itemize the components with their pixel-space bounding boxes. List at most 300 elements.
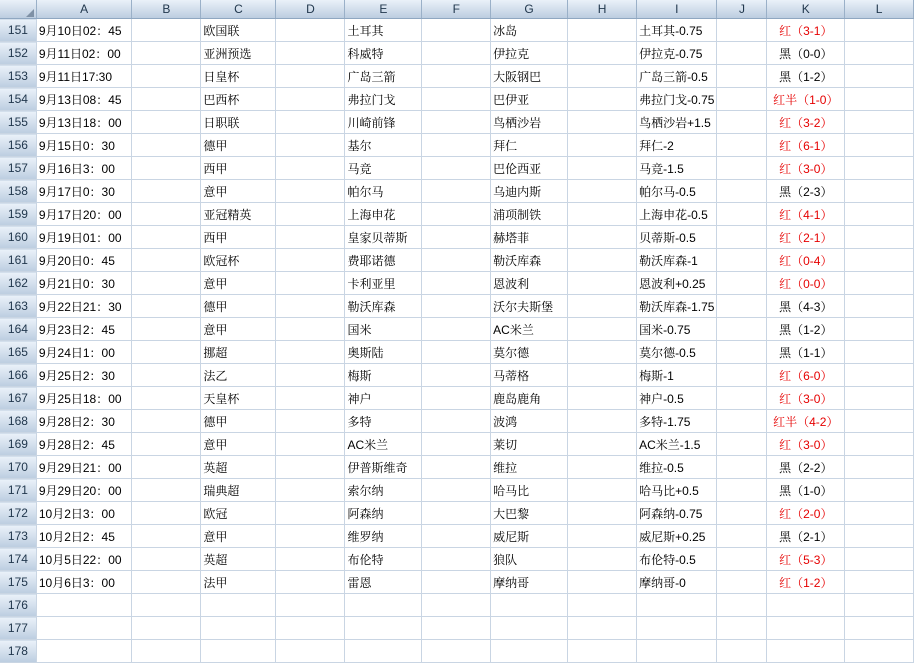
row-header[interactable]: 164 <box>0 318 36 341</box>
cell-j[interactable] <box>717 134 767 157</box>
cell-l[interactable] <box>845 318 914 341</box>
cell-j[interactable] <box>717 226 767 249</box>
cell-f[interactable] <box>422 134 491 157</box>
cell-h[interactable] <box>568 134 637 157</box>
cell-date[interactable]: 9月22日21：30 <box>36 295 132 318</box>
cell-result[interactable]: 红（1-2） <box>767 571 845 594</box>
cell-home-team[interactable]: 维罗纳 <box>345 525 422 548</box>
cell-l[interactable] <box>845 111 914 134</box>
table-row[interactable] <box>0 640 914 663</box>
cell-league[interactable]: 意甲 <box>201 318 276 341</box>
cell-league[interactable]: 德甲 <box>201 295 276 318</box>
cell-home-team[interactable]: 奥斯陆 <box>345 341 422 364</box>
table-row[interactable] <box>0 65 914 88</box>
cell-j[interactable] <box>717 502 767 525</box>
cell-f[interactable] <box>422 226 491 249</box>
cell-j[interactable] <box>717 594 767 617</box>
table-row[interactable] <box>0 548 914 571</box>
row-header[interactable]: 177 <box>0 617 36 640</box>
cell-date[interactable]: 9月19日01：00 <box>36 226 132 249</box>
cell-b[interactable] <box>132 19 201 42</box>
cell-b[interactable] <box>132 617 201 640</box>
cell-home-team[interactable]: 伊普斯维奇 <box>345 456 422 479</box>
cell-league[interactable]: 挪超 <box>201 341 276 364</box>
row-header[interactable]: 178 <box>0 640 36 663</box>
cell-b[interactable] <box>132 42 201 65</box>
column-header-A[interactable]: A <box>36 0 132 19</box>
cell-home-team[interactable]: 马竞 <box>345 157 422 180</box>
cell-d[interactable] <box>276 364 345 387</box>
cell-l[interactable] <box>845 272 914 295</box>
cell-b[interactable] <box>132 548 201 571</box>
cell-date[interactable]: 10月5日22：00 <box>36 548 132 571</box>
row-header[interactable]: 172 <box>0 502 36 525</box>
column-header-H[interactable]: H <box>568 0 637 19</box>
cell-result[interactable] <box>767 640 845 663</box>
table-row[interactable] <box>0 318 914 341</box>
cell-league[interactable]: 瑞典超 <box>201 479 276 502</box>
cell-f[interactable] <box>422 65 491 88</box>
cell-h[interactable] <box>568 640 637 663</box>
cell-date[interactable]: 9月23日2：45 <box>36 318 132 341</box>
cell-f[interactable] <box>422 42 491 65</box>
cell-d[interactable] <box>276 594 345 617</box>
cell-away-team[interactable]: 拜仁 <box>491 134 568 157</box>
table-row[interactable] <box>0 111 914 134</box>
cell-j[interactable] <box>717 203 767 226</box>
table-row[interactable] <box>0 249 914 272</box>
cell-d[interactable] <box>276 640 345 663</box>
cell-f[interactable] <box>422 318 491 341</box>
row-header[interactable]: 173 <box>0 525 36 548</box>
cell-b[interactable] <box>132 410 201 433</box>
cell-h[interactable] <box>568 410 637 433</box>
cell-home-team[interactable] <box>345 594 422 617</box>
cell-home-team[interactable]: 川崎前锋 <box>345 111 422 134</box>
cell-handicap[interactable]: 勒沃库森-1 <box>637 249 717 272</box>
cell-f[interactable] <box>422 180 491 203</box>
cell-j[interactable] <box>717 640 767 663</box>
cell-result[interactable] <box>767 594 845 617</box>
table-row[interactable] <box>0 525 914 548</box>
cell-home-team[interactable]: 皇家贝蒂斯 <box>345 226 422 249</box>
cell-h[interactable] <box>568 226 637 249</box>
row-header[interactable]: 157 <box>0 157 36 180</box>
cell-handicap[interactable]: AC米兰-1.5 <box>637 433 717 456</box>
cell-f[interactable] <box>422 571 491 594</box>
cell-away-team[interactable]: 乌迪内斯 <box>491 180 568 203</box>
cell-result[interactable]: 黑（0-0） <box>767 42 845 65</box>
cell-j[interactable] <box>717 456 767 479</box>
cell-league[interactable]: 日职联 <box>201 111 276 134</box>
cell-away-team[interactable]: 勒沃库森 <box>491 249 568 272</box>
cell-h[interactable] <box>568 502 637 525</box>
cell-result[interactable]: 红（6-1） <box>767 134 845 157</box>
cell-j[interactable] <box>717 318 767 341</box>
cell-date[interactable]: 9月11日17:30 <box>36 65 132 88</box>
column-header-C[interactable]: C <box>201 0 276 19</box>
table-row[interactable] <box>0 433 914 456</box>
cell-date[interactable]: 9月17日0：30 <box>36 180 132 203</box>
row-header[interactable]: 162 <box>0 272 36 295</box>
table-row[interactable] <box>0 203 914 226</box>
cell-d[interactable] <box>276 387 345 410</box>
cell-d[interactable] <box>276 571 345 594</box>
cell-j[interactable] <box>717 479 767 502</box>
cell-away-team[interactable]: 赫塔菲 <box>491 226 568 249</box>
cell-result[interactable]: 红（3-0） <box>767 433 845 456</box>
cell-l[interactable] <box>845 65 914 88</box>
cell-j[interactable] <box>717 295 767 318</box>
row-header[interactable]: 155 <box>0 111 36 134</box>
cell-l[interactable] <box>845 249 914 272</box>
cell-result[interactable] <box>767 617 845 640</box>
cell-home-team[interactable]: 雷恩 <box>345 571 422 594</box>
cell-b[interactable] <box>132 111 201 134</box>
cell-d[interactable] <box>276 617 345 640</box>
cell-d[interactable] <box>276 479 345 502</box>
table-row[interactable] <box>0 272 914 295</box>
column-header-F[interactable]: F <box>422 0 491 19</box>
cell-b[interactable] <box>132 272 201 295</box>
cell-away-team[interactable]: 鹿岛鹿角 <box>491 387 568 410</box>
cell-home-team[interactable]: 帕尔马 <box>345 180 422 203</box>
cell-league[interactable]: 法乙 <box>201 364 276 387</box>
cell-date[interactable]: 9月13日08：45 <box>36 88 132 111</box>
column-header-E[interactable]: E <box>345 0 422 19</box>
cell-f[interactable] <box>422 433 491 456</box>
cell-league[interactable] <box>201 594 276 617</box>
cell-date[interactable]: 9月28日2：45 <box>36 433 132 456</box>
cell-away-team[interactable] <box>491 640 568 663</box>
cell-away-team[interactable]: 大巴黎 <box>491 502 568 525</box>
cell-b[interactable] <box>132 65 201 88</box>
cell-date[interactable]: 9月25日18：00 <box>36 387 132 410</box>
cell-result[interactable]: 红（3-0） <box>767 157 845 180</box>
cell-home-team[interactable]: 基尔 <box>345 134 422 157</box>
cell-result[interactable]: 红（6-0） <box>767 364 845 387</box>
cell-handicap[interactable]: 神户-0.5 <box>637 387 717 410</box>
cell-league[interactable]: 巴西杯 <box>201 88 276 111</box>
cell-away-team[interactable]: 大阪钢巴 <box>491 65 568 88</box>
cell-away-team[interactable]: 狼队 <box>491 548 568 571</box>
cell-handicap[interactable]: 维拉-0.5 <box>637 456 717 479</box>
cell-f[interactable] <box>422 111 491 134</box>
cell-date[interactable]: 9月17日20：00 <box>36 203 132 226</box>
cell-d[interactable] <box>276 318 345 341</box>
cell-home-team[interactable]: 布伦特 <box>345 548 422 571</box>
cell-away-team[interactable]: 威尼斯 <box>491 525 568 548</box>
column-header-L[interactable]: L <box>845 0 914 19</box>
cell-d[interactable] <box>276 88 345 111</box>
cell-away-team[interactable]: 莱切 <box>491 433 568 456</box>
cell-home-team[interactable]: 索尔纳 <box>345 479 422 502</box>
cell-result[interactable]: 黑（4-3） <box>767 295 845 318</box>
row-header[interactable]: 176 <box>0 594 36 617</box>
cell-handicap[interactable]: 广岛三箭-0.5 <box>637 65 717 88</box>
cell-f[interactable] <box>422 19 491 42</box>
cell-l[interactable] <box>845 180 914 203</box>
cell-l[interactable] <box>845 433 914 456</box>
cell-away-team[interactable]: 伊拉克 <box>491 42 568 65</box>
cell-d[interactable] <box>276 249 345 272</box>
cell-home-team[interactable]: 勒沃库森 <box>345 295 422 318</box>
cell-j[interactable] <box>717 180 767 203</box>
cell-date[interactable]: 9月28日2：30 <box>36 410 132 433</box>
cell-result[interactable]: 黑（2-1） <box>767 525 845 548</box>
cell-d[interactable] <box>276 410 345 433</box>
cell-f[interactable] <box>422 594 491 617</box>
cell-home-team[interactable]: AC米兰 <box>345 433 422 456</box>
cell-b[interactable] <box>132 249 201 272</box>
cell-f[interactable] <box>422 341 491 364</box>
cell-b[interactable] <box>132 594 201 617</box>
select-all-corner[interactable] <box>0 0 36 19</box>
cell-result[interactable]: 红（3-2） <box>767 111 845 134</box>
cell-l[interactable] <box>845 456 914 479</box>
cell-h[interactable] <box>568 65 637 88</box>
cell-h[interactable] <box>568 157 637 180</box>
cell-d[interactable] <box>276 157 345 180</box>
cell-home-team[interactable]: 国米 <box>345 318 422 341</box>
cell-away-team[interactable]: 莫尔德 <box>491 341 568 364</box>
row-header[interactable]: 156 <box>0 134 36 157</box>
cell-l[interactable] <box>845 42 914 65</box>
cell-f[interactable] <box>422 479 491 502</box>
cell-league[interactable]: 德甲 <box>201 134 276 157</box>
row-header[interactable]: 160 <box>0 226 36 249</box>
cell-h[interactable] <box>568 525 637 548</box>
cell-home-team[interactable] <box>345 640 422 663</box>
cell-league[interactable]: 英超 <box>201 548 276 571</box>
table-row[interactable] <box>0 180 914 203</box>
cell-handicap[interactable]: 上海申花-0.5 <box>637 203 717 226</box>
column-header-B[interactable]: B <box>132 0 201 19</box>
cell-handicap[interactable] <box>637 594 717 617</box>
cell-l[interactable] <box>845 134 914 157</box>
cell-d[interactable] <box>276 272 345 295</box>
cell-date[interactable]: 9月11日02：00 <box>36 42 132 65</box>
cell-result[interactable]: 红半（1-0） <box>767 88 845 111</box>
cell-f[interactable] <box>422 502 491 525</box>
cell-handicap[interactable]: 勒沃库森-1.75 <box>637 295 717 318</box>
cell-h[interactable] <box>568 249 637 272</box>
row-header[interactable]: 158 <box>0 180 36 203</box>
cell-b[interactable] <box>132 318 201 341</box>
row-header[interactable]: 170 <box>0 456 36 479</box>
cell-handicap[interactable]: 莫尔德-0.5 <box>637 341 717 364</box>
cell-b[interactable] <box>132 387 201 410</box>
cell-home-team[interactable]: 弗拉门戈 <box>345 88 422 111</box>
cell-date[interactable]: 9月21日0：30 <box>36 272 132 295</box>
cell-handicap[interactable]: 贝蒂斯-0.5 <box>637 226 717 249</box>
cell-l[interactable] <box>845 341 914 364</box>
cell-handicap[interactable]: 鸟栖沙岩+1.5 <box>637 111 717 134</box>
column-header-G[interactable]: G <box>491 0 568 19</box>
cell-league[interactable]: 意甲 <box>201 180 276 203</box>
cell-f[interactable] <box>422 295 491 318</box>
cell-away-team[interactable]: 巴伦西亚 <box>491 157 568 180</box>
cell-j[interactable] <box>717 387 767 410</box>
cell-date[interactable]: 9月13日18：00 <box>36 111 132 134</box>
cell-l[interactable] <box>845 640 914 663</box>
table-row[interactable] <box>0 19 914 42</box>
cell-f[interactable] <box>422 387 491 410</box>
row-header[interactable]: 167 <box>0 387 36 410</box>
cell-j[interactable] <box>717 157 767 180</box>
cell-date[interactable] <box>36 617 132 640</box>
row-header[interactable]: 152 <box>0 42 36 65</box>
cell-b[interactable] <box>132 157 201 180</box>
cell-result[interactable]: 红（2-1） <box>767 226 845 249</box>
cell-date[interactable]: 10月6日3：00 <box>36 571 132 594</box>
cell-h[interactable] <box>568 479 637 502</box>
cell-d[interactable] <box>276 203 345 226</box>
cell-away-team[interactable]: 波鸿 <box>491 410 568 433</box>
table-row[interactable] <box>0 617 914 640</box>
table-row[interactable] <box>0 594 914 617</box>
cell-j[interactable] <box>717 571 767 594</box>
cell-date[interactable] <box>36 640 132 663</box>
cell-result[interactable]: 红半（4-2） <box>767 410 845 433</box>
cell-date[interactable]: 10月2日3：00 <box>36 502 132 525</box>
cell-h[interactable] <box>568 318 637 341</box>
cell-handicap[interactable]: 马竞-1.5 <box>637 157 717 180</box>
cell-league[interactable] <box>201 640 276 663</box>
cell-l[interactable] <box>845 525 914 548</box>
cell-f[interactable] <box>422 640 491 663</box>
cell-result[interactable]: 红（0-4） <box>767 249 845 272</box>
cell-l[interactable] <box>845 571 914 594</box>
cell-result[interactable]: 黑（2-2） <box>767 456 845 479</box>
cell-handicap[interactable]: 拜仁-2 <box>637 134 717 157</box>
cell-date[interactable]: 9月25日2：30 <box>36 364 132 387</box>
cell-home-team[interactable]: 多特 <box>345 410 422 433</box>
cell-away-team[interactable] <box>491 594 568 617</box>
cell-f[interactable] <box>422 410 491 433</box>
cell-league[interactable]: 天皇杯 <box>201 387 276 410</box>
cell-j[interactable] <box>717 272 767 295</box>
cell-away-team[interactable]: 冰岛 <box>491 19 568 42</box>
cell-l[interactable] <box>845 19 914 42</box>
cell-h[interactable] <box>568 617 637 640</box>
row-header[interactable]: 154 <box>0 88 36 111</box>
cell-b[interactable] <box>132 88 201 111</box>
cell-handicap[interactable]: 国米-0.75 <box>637 318 717 341</box>
cell-handicap[interactable] <box>637 617 717 640</box>
cell-b[interactable] <box>132 525 201 548</box>
cell-league[interactable]: 意甲 <box>201 525 276 548</box>
cell-handicap[interactable]: 威尼斯+0.25 <box>637 525 717 548</box>
row-header[interactable]: 161 <box>0 249 36 272</box>
cell-j[interactable] <box>717 525 767 548</box>
cell-h[interactable] <box>568 364 637 387</box>
cell-h[interactable] <box>568 341 637 364</box>
cell-h[interactable] <box>568 594 637 617</box>
cell-date[interactable]: 9月20日0：45 <box>36 249 132 272</box>
cell-h[interactable] <box>568 548 637 571</box>
cell-j[interactable] <box>717 433 767 456</box>
cell-h[interactable] <box>568 433 637 456</box>
cell-f[interactable] <box>422 525 491 548</box>
cell-d[interactable] <box>276 180 345 203</box>
cell-handicap[interactable]: 哈马比+0.5 <box>637 479 717 502</box>
cell-league[interactable]: 亚洲预选 <box>201 42 276 65</box>
cell-date[interactable]: 9月16日3：00 <box>36 157 132 180</box>
column-header-D[interactable]: D <box>276 0 345 19</box>
cell-date[interactable]: 9月29日21：00 <box>36 456 132 479</box>
table-row[interactable] <box>0 157 914 180</box>
cell-away-team[interactable]: 鸟栖沙岩 <box>491 111 568 134</box>
table-row[interactable] <box>0 410 914 433</box>
cell-league[interactable]: 欧冠 <box>201 502 276 525</box>
table-row[interactable] <box>0 295 914 318</box>
cell-b[interactable] <box>132 640 201 663</box>
table-row[interactable] <box>0 479 914 502</box>
cell-b[interactable] <box>132 134 201 157</box>
cell-date[interactable] <box>36 594 132 617</box>
cell-away-team[interactable]: 沃尔夫斯堡 <box>491 295 568 318</box>
cell-home-team[interactable] <box>345 617 422 640</box>
cell-d[interactable] <box>276 525 345 548</box>
column-header-K[interactable]: K <box>767 0 845 19</box>
cell-result[interactable]: 黑（1-1） <box>767 341 845 364</box>
cell-d[interactable] <box>276 341 345 364</box>
cell-l[interactable] <box>845 364 914 387</box>
cell-h[interactable] <box>568 88 637 111</box>
cell-league[interactable]: 日皇杯 <box>201 65 276 88</box>
cell-result[interactable]: 红（4-1） <box>767 203 845 226</box>
table-row[interactable] <box>0 341 914 364</box>
cell-j[interactable] <box>717 249 767 272</box>
cell-away-team[interactable]: 维拉 <box>491 456 568 479</box>
cell-league[interactable]: 西甲 <box>201 157 276 180</box>
cell-j[interactable] <box>717 617 767 640</box>
cell-date[interactable]: 9月10日02：45 <box>36 19 132 42</box>
cell-h[interactable] <box>568 456 637 479</box>
cell-f[interactable] <box>422 617 491 640</box>
cell-f[interactable] <box>422 157 491 180</box>
cell-l[interactable] <box>845 203 914 226</box>
cell-handicap[interactable]: 恩波利+0.25 <box>637 272 717 295</box>
cell-d[interactable] <box>276 433 345 456</box>
cell-away-team[interactable]: 巴伊亚 <box>491 88 568 111</box>
cell-d[interactable] <box>276 548 345 571</box>
cell-league[interactable]: 意甲 <box>201 433 276 456</box>
cell-b[interactable] <box>132 341 201 364</box>
cell-h[interactable] <box>568 111 637 134</box>
cell-home-team[interactable]: 神户 <box>345 387 422 410</box>
cell-home-team[interactable]: 广岛三箭 <box>345 65 422 88</box>
cell-away-team[interactable]: 摩纳哥 <box>491 571 568 594</box>
table-row[interactable] <box>0 134 914 157</box>
column-header-row[interactable] <box>0 0 914 19</box>
cell-b[interactable] <box>132 571 201 594</box>
cell-home-team[interactable]: 阿森纳 <box>345 502 422 525</box>
table-row[interactable] <box>0 226 914 249</box>
cell-h[interactable] <box>568 295 637 318</box>
cell-b[interactable] <box>132 203 201 226</box>
cell-h[interactable] <box>568 19 637 42</box>
cell-home-team[interactable]: 上海申花 <box>345 203 422 226</box>
cell-away-team[interactable]: AC米兰 <box>491 318 568 341</box>
cell-handicap[interactable]: 梅斯-1 <box>637 364 717 387</box>
cell-d[interactable] <box>276 226 345 249</box>
cell-l[interactable] <box>845 295 914 318</box>
row-header[interactable]: 174 <box>0 548 36 571</box>
cell-result[interactable]: 黑（1-2） <box>767 65 845 88</box>
cell-b[interactable] <box>132 502 201 525</box>
